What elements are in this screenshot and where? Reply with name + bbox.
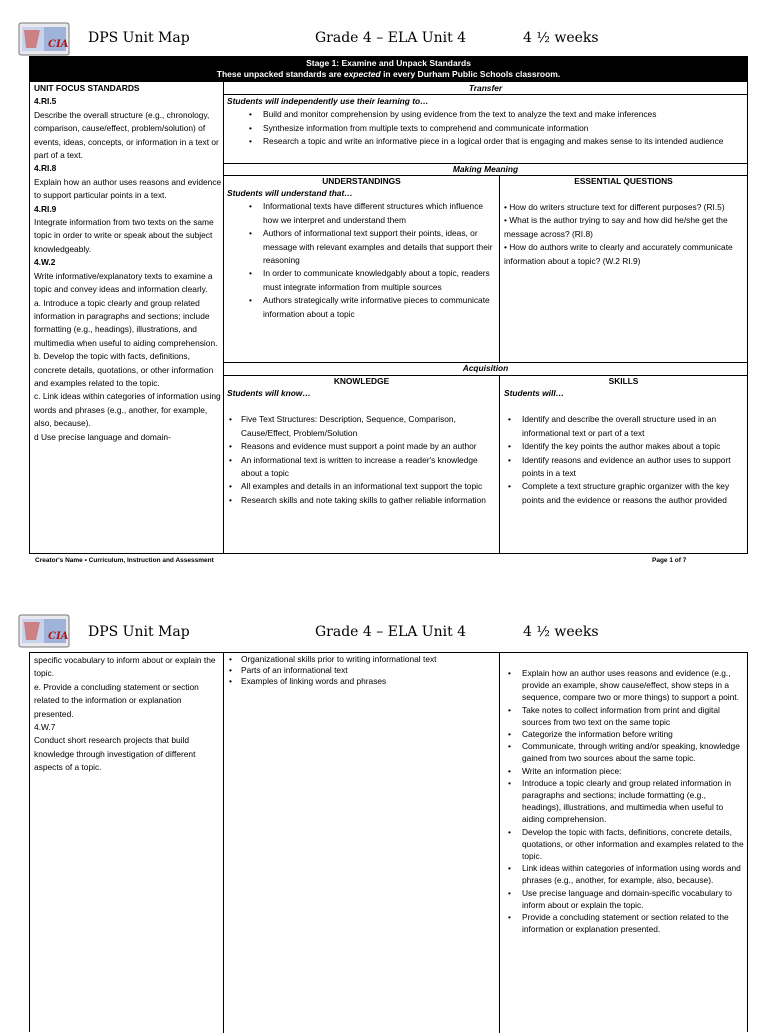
- standard-text: Integrate information from two texts on the same topic in order to write or speak about the subject knowledgeably.: [34, 217, 214, 254]
- page2-table: [29, 652, 748, 1032]
- skills-list: [504, 667, 744, 935]
- skill-item: • Use precise language and domain-specific vocabulary to inform about or explain the topic.: [522, 887, 744, 911]
- stage-subtitle: These unpacked standards are expected in every Durham Public Schools classroom.: [216, 69, 561, 79]
- skills-heading: SKILLS: [608, 376, 639, 386]
- knowledge-item: • Research skills and note taking skills to gather reliable information: [241, 494, 497, 507]
- knowledge-intro: Students will know…: [227, 388, 311, 398]
- skill-item: • Write an information piece:: [522, 765, 744, 777]
- standards-continued: [34, 654, 222, 775]
- standard-text: Write informative/explanatory texts to examine a topic and convey ideas and information clearly.: [34, 270, 213, 295]
- transfer-item: • Build and monitor comprehension by using evidence from the text to analyze the text and make inferences: [263, 108, 745, 121]
- footer-page-number: Page 1 of 7: [652, 557, 687, 564]
- essential-questions-list: [504, 201, 744, 268]
- understanding-item: • In order to communicate knowledgably about a topic, readers must integrate information from multiple sources: [263, 267, 497, 294]
- skill-item: • Link ideas within categories of information using words and phrases (e.g., another, for example, also, because).: [522, 862, 744, 886]
- standard-text: 4.RI.8: [34, 163, 57, 174]
- skill-item: • Provide a concluding statement or section related to the information or explanation presented.: [522, 911, 744, 935]
- skill-item: • Identify reasons and evidence an author uses to support points in a text: [522, 454, 744, 481]
- understanding-item: • Authors of informational text support their points, ideas, or message with relevant examples and details that support their reasoning: [263, 227, 497, 267]
- doc-title: DPS Unit Map: [88, 30, 190, 46]
- transfer-list: [227, 108, 745, 148]
- understandings-heading: UNDERSTANDINGS: [322, 176, 401, 186]
- essential-question: • How do authors write to clearly and accurately communicate information about a topic? (W.2 RI.9): [504, 242, 733, 266]
- knowledge-item: • An informational text is written to increase a reader's knowledge about a topic: [241, 454, 497, 481]
- meaning-heading: Making Meaning: [452, 164, 519, 174]
- svg-text:CIA: CIA: [48, 39, 69, 50]
- skill-item: • Communicate, through writing and/or speaking, knowledge gained from two sources about the same topic.: [522, 740, 744, 764]
- transfer-item: • Research a topic and write an informative piece in a logical order that is engaging and makes sense to its intended audience: [263, 135, 745, 148]
- knowledge-heading: KNOWLEDGE: [333, 376, 390, 386]
- understanding-item: • Informational texts have different structures which influence how we interpret and understand them: [263, 200, 497, 227]
- standard-text: b. Develop the topic with facts, definitions, concrete details, quotations, or other information and examples related to the topic.: [34, 351, 214, 388]
- skill-item: • Take notes to collect information from print and digital sources from two text on the same topic: [522, 704, 744, 728]
- standard-text: Describe the overall structure (e.g., chronology, comparison, cause/effect, problem/solution) of events, ideas, concepts, or information in a text or part of a text.: [34, 109, 219, 161]
- understanding-item: • Authors strategically write informative pieces to communicate information about a topic: [263, 294, 497, 321]
- skill-item: • Introduce a topic clearly and group related information in paragraphs and sections; include formatting (e.g., headings), illustrations, and multimedia when useful to aiding comprehension.: [522, 777, 744, 826]
- stage-title: Stage 1: Examine and Unpack Standards: [306, 58, 471, 68]
- knowledge-item: • Reasons and evidence must support a point made by an author: [241, 440, 497, 453]
- standards-heading: UNIT FOCUS STANDARDS: [34, 83, 140, 93]
- knowledge-item: • Parts of an informational text: [241, 665, 497, 676]
- unit-duration: 4 ½ weeks: [523, 624, 599, 640]
- understandings-list: [227, 200, 497, 321]
- skill-item: • Explain how an author uses reasons and evidence (e.g., provide an example, show cause/effect, show steps in a sequence, compare two or more things) to support a point.: [522, 667, 744, 704]
- standard-text: 4.RI.5: [34, 96, 57, 107]
- skills-intro: Students will…: [504, 388, 565, 398]
- standards-column: [34, 82, 222, 444]
- skills-list: [504, 413, 744, 507]
- knowledge-list: [227, 413, 497, 507]
- eq-heading: ESSENTIAL QUESTIONS: [574, 176, 673, 186]
- skills-continued: [504, 667, 744, 935]
- dps-logo: [18, 22, 70, 56]
- page1-table: [29, 56, 748, 554]
- dps-logo: [18, 614, 70, 648]
- standard-text: 4.W.2: [34, 257, 56, 268]
- skill-item: • Identify the key points the author makes about a topic: [522, 440, 744, 453]
- skill-item: • Categorize the information before writing: [522, 728, 744, 740]
- understandings-intro: Students will understand that…: [227, 188, 353, 198]
- knowledge-item: • Examples of linking words and phrases: [241, 676, 497, 687]
- transfer-intro: Students will independently use their learning to…: [227, 96, 429, 106]
- standard-text: a. Introduce a topic clearly and group related information in paragraphs and sections; include formatting (e.g., headings), illustrations, and multimedia when useful to aiding comprehension.: [34, 297, 218, 348]
- transfer-heading: Transfer: [468, 83, 503, 93]
- standard-text: e. Provide a concluding statement or section related to the information or explanation presented.: [34, 681, 199, 719]
- essential-question: • How do writers structure text for different purposes? (RI.5): [504, 202, 725, 212]
- knowledge-item: • All examples and details in an informational text support the topic: [241, 480, 497, 493]
- grade-unit: Grade 4 – ELA Unit 4: [315, 30, 467, 46]
- knowledge-continued: [227, 654, 497, 687]
- skill-item: • Develop the topic with facts, definitions, concrete details, quotations, or other information and examples related to the topic.: [522, 826, 744, 863]
- transfer-section: [227, 95, 745, 149]
- standard-text: Conduct short research projects that build knowledge through investigation of different aspects of a topic.: [34, 735, 196, 773]
- stage-banner: [30, 57, 747, 82]
- transfer-item: • Synthesize information from multiple texts to comprehend and communicate information: [263, 122, 745, 135]
- standards-list: [34, 95, 222, 444]
- knowledge-section: [227, 387, 497, 507]
- standard-text: d Use precise language and domain-: [34, 431, 171, 442]
- standard-text: 4.W.7: [34, 722, 56, 733]
- svg-text:CIA: CIA: [48, 631, 69, 642]
- footer-creator: Creator's Name • Curriculum, Instruction and Assessment: [35, 557, 214, 564]
- standard-text: 4.RI.9: [34, 203, 57, 214]
- standard-text: c. Link ideas within categories of information using words and phrases (e.g., another, for example, also, because).: [34, 391, 221, 429]
- standard-text: Explain how an author uses reasons and evidence to support particular points in a text.: [34, 176, 222, 201]
- knowledge-item: • Five Text Structures: Description, Sequence, Comparison, Cause/Effect, Problem/Solution: [241, 413, 497, 440]
- standard-text: specific vocabulary to inform about or explain the topic.: [34, 655, 216, 679]
- grade-unit: Grade 4 – ELA Unit 4: [315, 624, 467, 640]
- skill-item: • Identify and describe the overall structure used in an informational text or part of a text: [522, 413, 744, 440]
- doc-title: DPS Unit Map: [88, 624, 190, 640]
- unit-duration: 4 ½ weeks: [523, 30, 599, 46]
- acquisition-heading: Acquisition: [462, 363, 509, 373]
- knowledge-list: [227, 654, 497, 687]
- knowledge-item: • Organizational skills prior to writing informational text: [241, 654, 497, 665]
- understandings-section: [227, 187, 497, 321]
- skills-section: [504, 387, 744, 507]
- essential-question: • What is the author trying to say and how did he/she get the message across? (RI.8): [504, 215, 728, 239]
- skill-item: • Complete a text structure graphic organizer with the key points and the evidence or reasons the author provided: [522, 480, 744, 507]
